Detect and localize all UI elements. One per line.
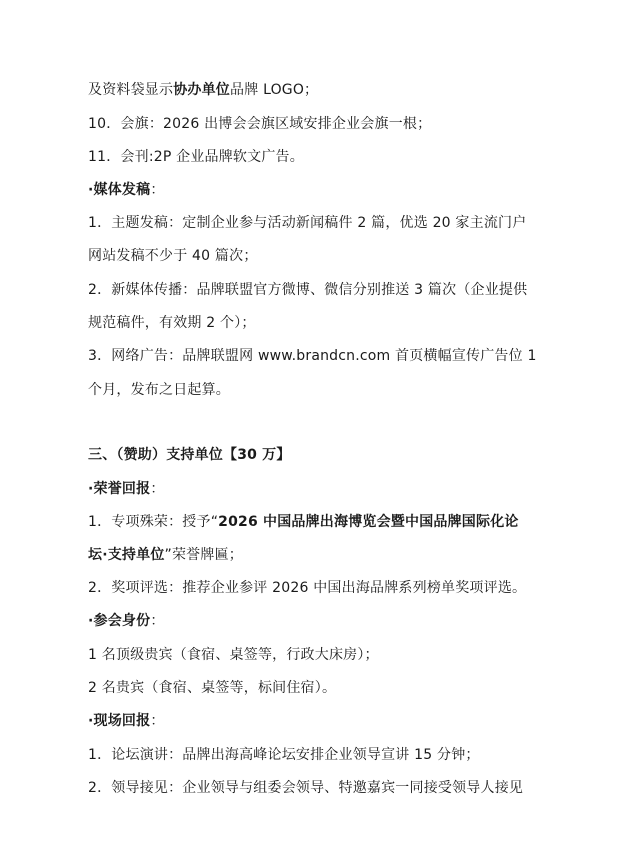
item-media-1-cont: 网站发稿不少于 40 篇次； (88, 248, 258, 264)
colon: ： (150, 713, 165, 729)
item-media-2: 2．新媒体传播：品牌联盟官方微博、微信分别推送 3 篇次（企业提供 (88, 282, 528, 298)
colon: ： (150, 613, 165, 629)
bold-text: 坛·支持单位 (88, 547, 165, 563)
heading-text: ·媒体发稿 (88, 182, 151, 198)
heading-text: ·参会身份 (88, 613, 151, 629)
item-identity-1: 1 名顶级贵宾（食宿、桌签等，行政大床房）； (88, 647, 379, 663)
bold-text: 协办单位 (173, 82, 231, 98)
text-fragment: 及资料袋显示 (88, 82, 174, 98)
item-media-2-cont: 规范稿件，有效期 2 个）； (88, 315, 256, 331)
item-media-1: 1．主题发稿：定制企业参与活动新闻稿件 2 篇，优选 20 家主流门户 (88, 215, 527, 231)
heading-honor (88, 479, 165, 499)
text-fragment: ”荣誉牌匾； (164, 547, 243, 563)
colon: ： (150, 481, 165, 497)
heading-text: ·现场回报 (88, 713, 151, 729)
item-media-3-cont: 个月，发布之日起算。 (88, 382, 230, 398)
text-line-logo (88, 80, 318, 100)
section-heading: 三、（赞助）支持单位【30 万】 (88, 447, 291, 463)
item-honor-1 (88, 512, 519, 532)
heading-onsite (88, 711, 165, 731)
item-media-3: 3．网络广告：品牌联盟网 www.brandcn.com 首页横幅宣传广告位 1 (88, 348, 537, 364)
colon: ： (150, 182, 165, 198)
text-fragment: 1．专项殊荣：授予“ (88, 514, 219, 530)
heading-media (88, 180, 165, 200)
item-honor-1-cont (88, 545, 243, 565)
bold-text: 2026 中国品牌出海博览会暨中国品牌国际化论 (218, 514, 519, 530)
heading-text: ·荣誉回报 (88, 481, 151, 497)
item-onsite-2: 2．领导接见：企业领导与组委会领导、特邀嘉宾一同接受领导人接见 (88, 780, 524, 796)
heading-identity (88, 611, 165, 631)
item-flag: 10．会旗：2026 出博会会旗区域安排企业会旗一根； (88, 116, 432, 132)
text-fragment: 品牌 LOGO； (230, 82, 319, 98)
item-identity-2: 2 名贵宾（食宿、桌签等，标间住宿）。 (88, 680, 337, 696)
item-onsite-1: 1．论坛演讲：品牌出海高峰论坛安排企业领导宣讲 15 分钟； (88, 747, 480, 763)
item-brochure: 11．会刊:2P 企业品牌软文广告。 (88, 149, 304, 165)
item-honor-2: 2．奖项评选：推荐企业参评 2026 中国出海品牌系列榜单奖项评选。 (88, 580, 527, 596)
